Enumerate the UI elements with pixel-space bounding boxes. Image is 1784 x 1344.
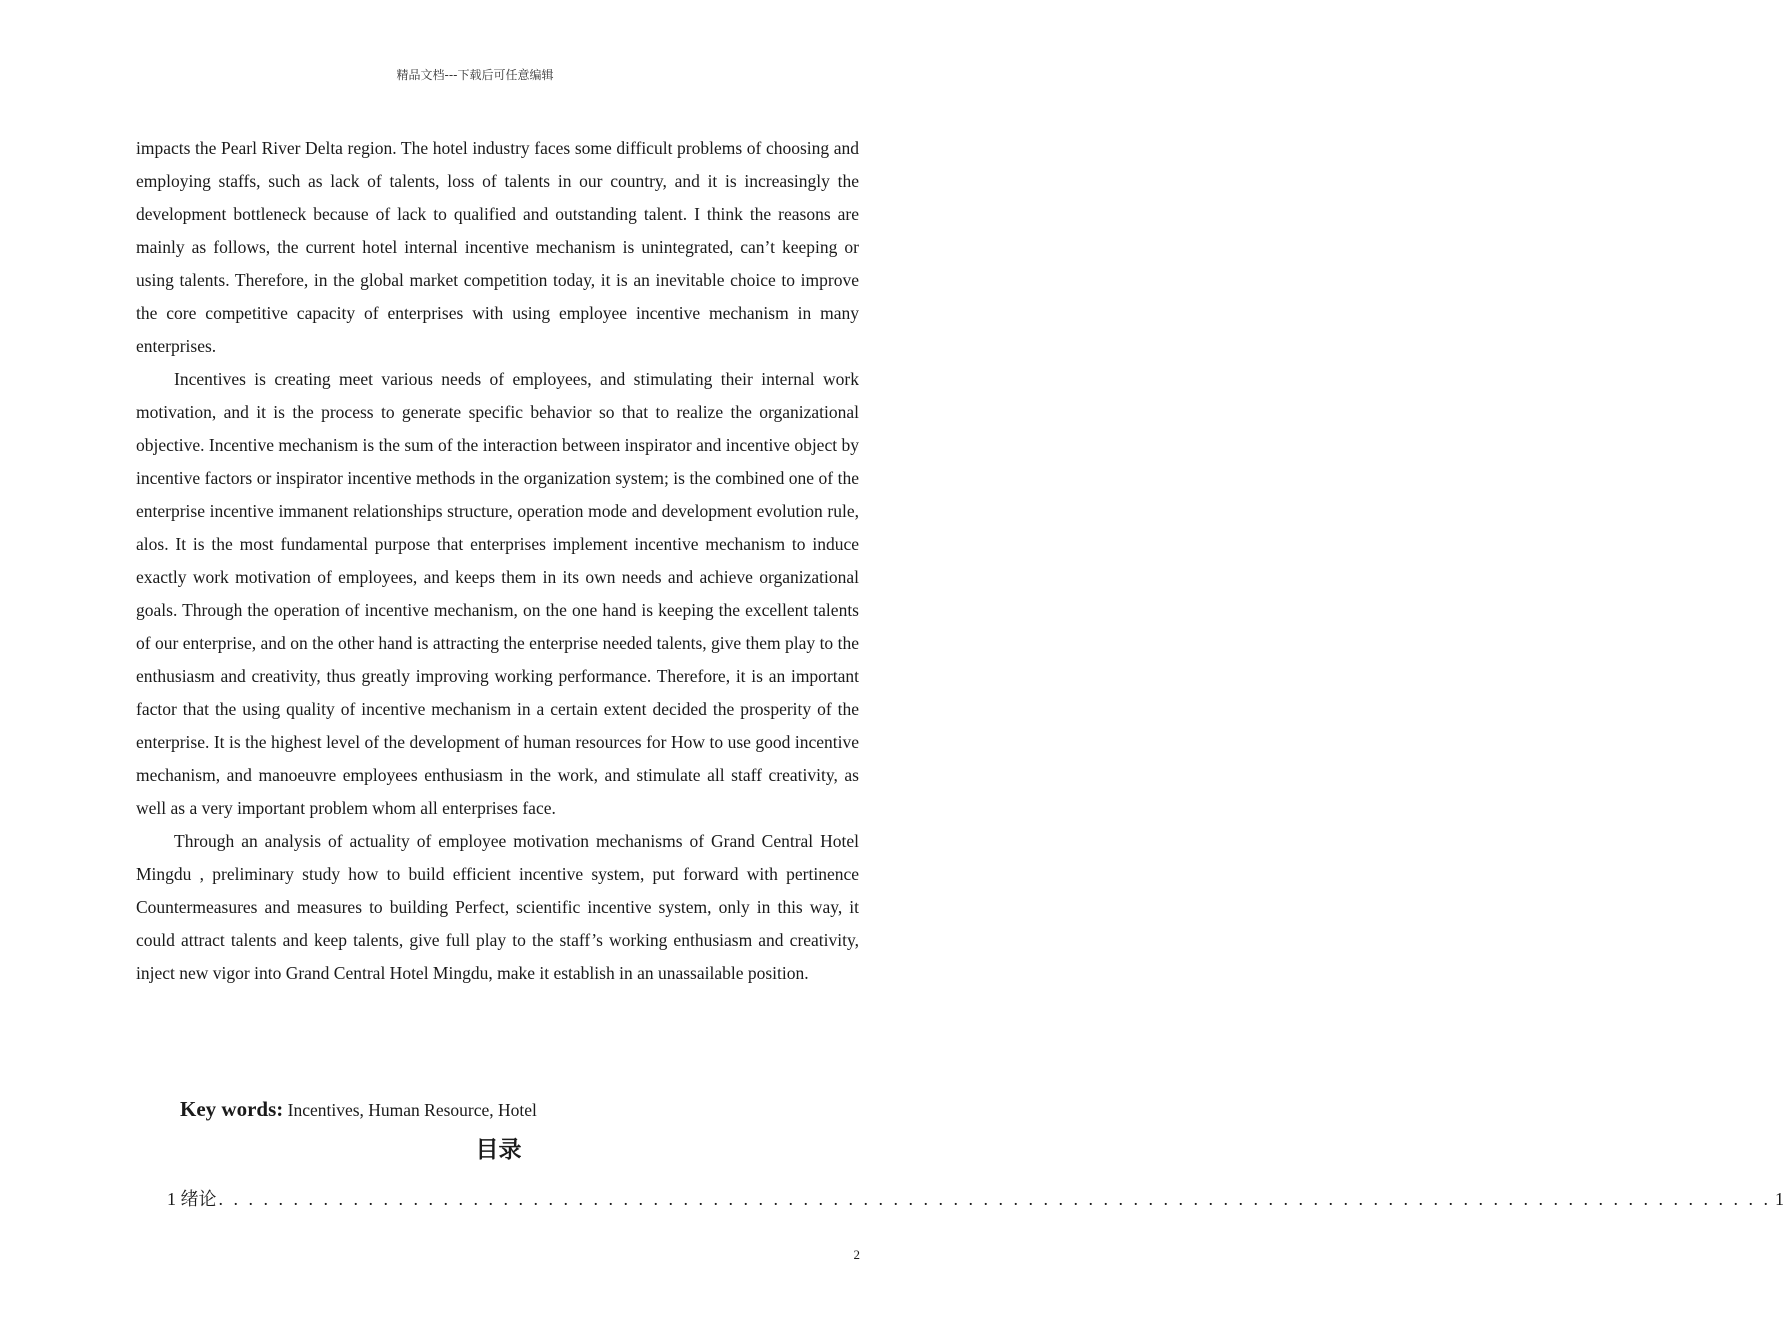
keywords-value: Incentives, Human Resource, Hotel (283, 1100, 537, 1120)
keywords-line (180, 1094, 537, 1125)
paragraph-2: Incentives is creating meet various needs of employees, and stimulating their internal work motivation, and it is the process to generate specific behavior so that to realize the organizational objective. Incentive mechanism is the sum of the interaction between inspirator and incentive object by incentive factors or inspirator incentive methods in the organization system; is the combined one of the enterprise incentive immanent relationships structure, operation mode and development evolution rule, alos. It is the most fundamental purpose that enterprises implement incentive mechanism to induce exactly work motivation of employees, and keeps them in its own needs and achieve organizational goals. Through the operation of incentive mechanism, on the one hand is keeping the excellent talents of our enterprise, and on the other hand is attracting the enterprise needed talents, give them play to the enthusiasm and creativity, thus greatly improving working performance. Therefore, it is an important factor that the using quality of incentive mechanism in a certain extent decided the prosperity of the enterprise. It is the highest level of the development of human resources for How to use good incentive mechanism, and manoeuvre employees enthusiasm in the work, and stimulate all staff creativity, as well as a very important problem whom all enterprises face. (136, 369, 859, 818)
page-header: 精品文档---下载后可任意编辑 (396, 68, 554, 82)
toc-entry-page: 1 (1775, 1189, 1784, 1209)
body-text (136, 132, 859, 990)
toc-entry[interactable] (167, 1184, 1784, 1214)
page-number: 2 (853, 1247, 860, 1262)
keywords-label: Key words: (180, 1097, 284, 1121)
toc-entry-label: 1 绪论 (167, 1189, 217, 1209)
toc-title: 目录 (475, 1137, 522, 1163)
paragraph-1: impacts the Pearl River Delta region. The hotel industry faces some difficult problems of choosing and employing staffs, such as lack of talents, loss of talents in our country, and it is increasingly the development bottleneck because of lack to qualified and outstanding talent. I think the reasons are mainly as follows, the current hotel internal incentive mechanism is unintegrated, can’t keeping or using talents. Therefore, in the global market competition today, it is an inevitable choice to improve the core competitive capacity of enterprises with using employee incentive mechanism in many enterprises. (136, 138, 859, 356)
paragraph-3: Through an analysis of actuality of employee motivation mechanisms of Grand Central Hotel Mingdu , preliminary study how to build efficient incentive system, put forward with pertinence Countermeasures and measures to building Perfect, scientific incentive system, only in this way, it could attract talents and keep talents, give full play to the staff’s working enthusiasm and creativity, inject new vigor into Grand Central Hotel Mingdu, make it establish in an unassailable position. (136, 831, 859, 983)
toc-leader-dots: . . . . . . . . . . . . . . . . . . . . . . . . . . . . . . . . . . . . . . . . . . . . . . . . . . . . . . . . . . . . . . . . . . . . . . . . . . . . . . . . . . . . . . . . . . . . . . . . . . . . . . . . (218, 1189, 1771, 1209)
